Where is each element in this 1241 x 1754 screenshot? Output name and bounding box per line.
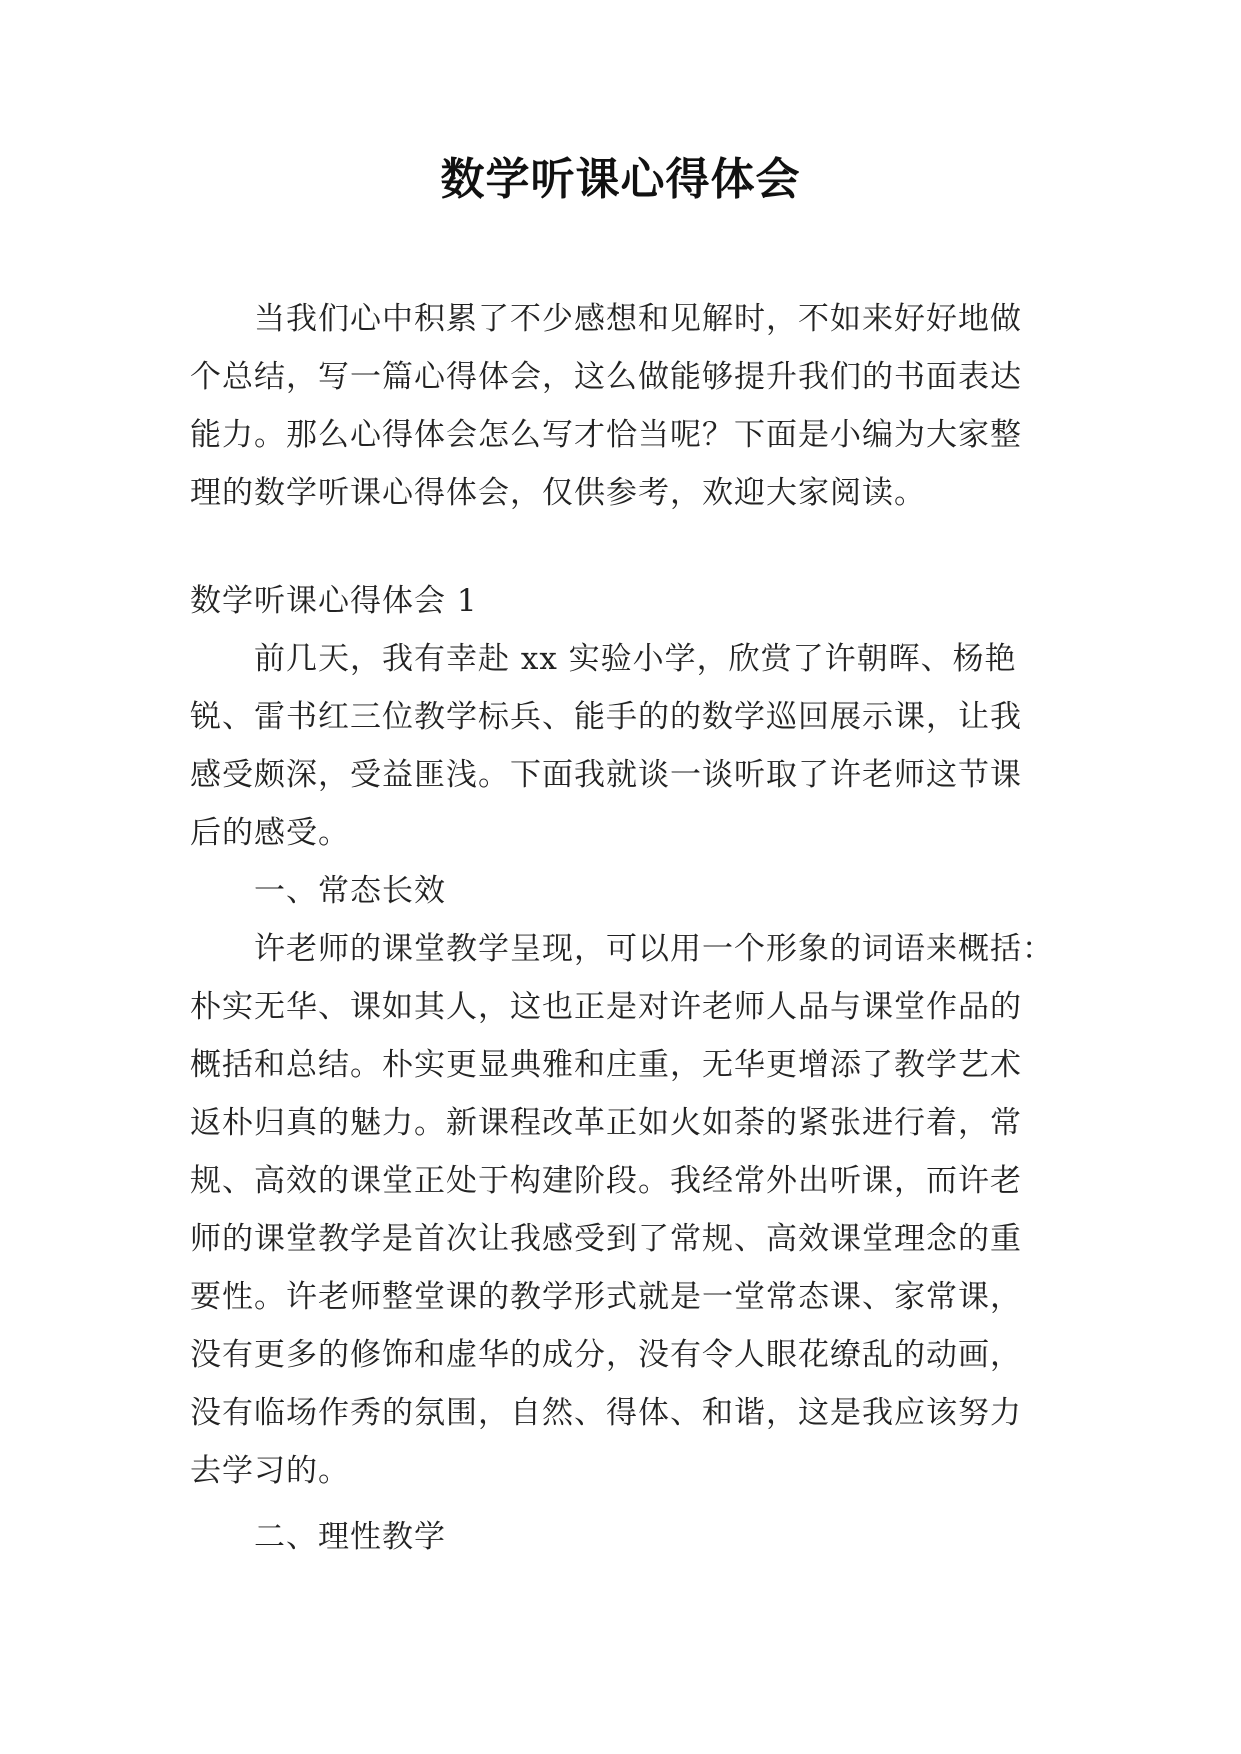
paragraph-1 <box>190 630 1048 862</box>
paragraph-line: 师的课堂教学是首次让我感受到了常规、高效课堂理念的重 <box>190 1221 1022 1257</box>
document-body <box>190 290 1054 1566</box>
paragraph-line: 许老师的课堂教学呈现，可以用一个形象的词语来概括： <box>254 931 1054 967</box>
paragraph-line: 锐、雷书红三位教学标兵、能手的的数学巡回展示课，让我 <box>190 699 1022 735</box>
paragraph-line: 后的感受。 <box>190 815 350 851</box>
subheading-1: 一、常态长效 <box>254 873 446 909</box>
intro-line: 当我们心中积累了不少感想和见解时，不如来好好地做 <box>254 301 1022 337</box>
subheading-2: 二、理性教学 <box>254 1519 446 1555</box>
paragraph-line: 去学习的。 <box>190 1453 350 1489</box>
paragraph-line: 前几天，我有幸赴 xx 实验小学，欣赏了许朝晖、杨艳 <box>254 641 1017 677</box>
paragraph-line: 没有更多的修饰和虚华的成分，没有令人眼花缭乱的动画， <box>190 1337 1022 1373</box>
page-title: 数学听课心得体会 <box>440 154 801 205</box>
paragraph-line: 规、高效的课堂正处于构建阶段。我经常外出听课，而许老 <box>190 1163 1022 1199</box>
intro-line: 理的数学听课心得体会，仅供参考，欢迎大家阅读。 <box>190 475 926 511</box>
paragraph-line: 返朴归真的魅力。新课程改革正如火如荼的紧张进行着，常 <box>190 1105 1022 1141</box>
intro-line: 能力。那么心得体会怎么写才恰当呢？下面是小编为大家整 <box>190 417 1022 453</box>
intro-paragraph <box>190 290 1048 522</box>
paragraph-line: 要性。许老师整堂课的教学形式就是一堂常态课、家常课， <box>190 1279 1022 1315</box>
intro-line: 个总结，写一篇心得体会，这么做能够提升我们的书面表达 <box>190 359 1022 395</box>
section-heading: 数学听课心得体会 1 <box>190 583 478 619</box>
paragraph-line: 感受颇深，受益匪浅。下面我就谈一谈听取了许老师这节课 <box>190 757 1022 793</box>
paragraph-line: 概括和总结。朴实更显典雅和庄重，无华更增添了教学艺术 <box>190 1047 1022 1083</box>
paragraph-line: 朴实无华、课如其人，这也正是对许老师人品与课堂作品的 <box>190 989 1022 1025</box>
paragraph-line: 没有临场作秀的氛围，自然、得体、和谐，这是我应该努力 <box>190 1395 1022 1431</box>
paragraph-2 <box>190 920 1054 1500</box>
